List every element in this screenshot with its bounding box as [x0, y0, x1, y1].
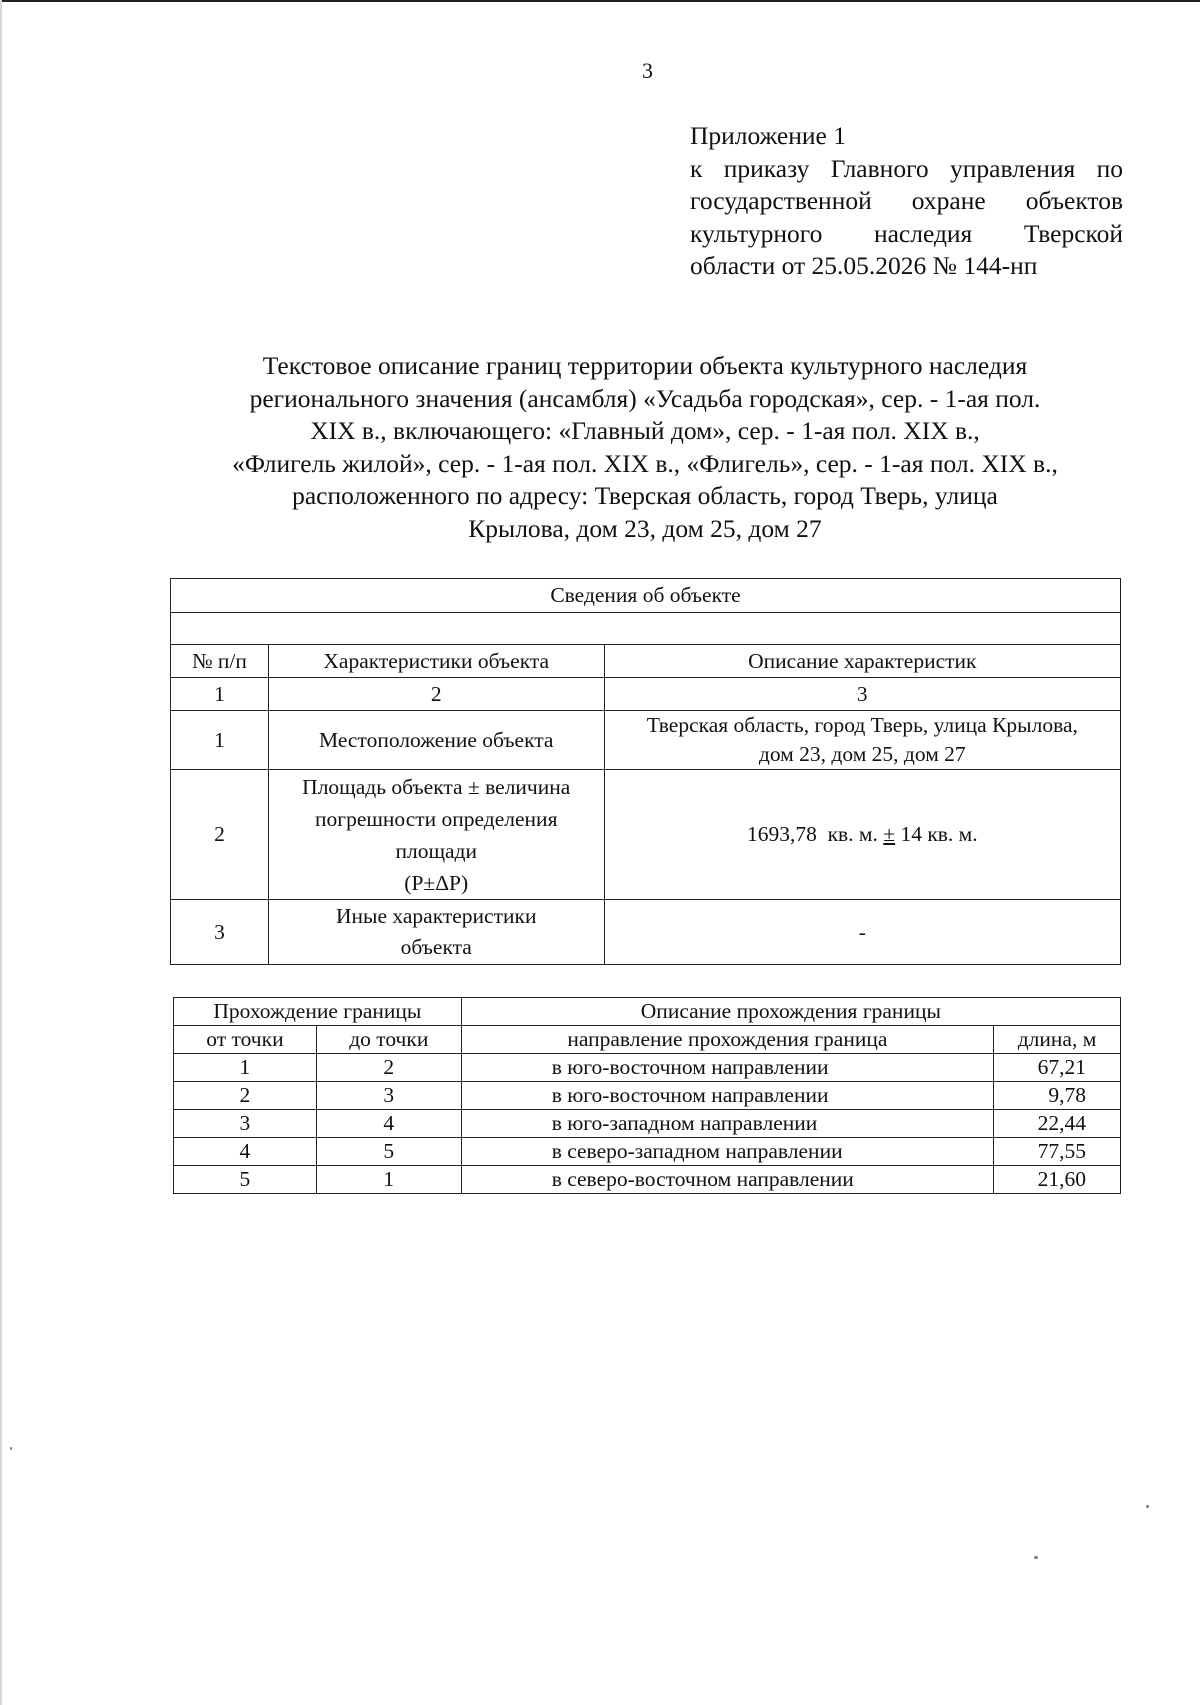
title-line: Текстовое описание границ территории объекта культурного наследия [262, 351, 1028, 380]
row-characteristic [268, 900, 604, 965]
scan-edge-top [0, 0, 1200, 2]
segment-from: 5 [174, 1166, 317, 1194]
characteristic-line: (Р±ΔР) [404, 870, 469, 895]
row-characteristic [268, 770, 604, 900]
row-num: 1 [171, 711, 269, 770]
characteristic-line: Иные характеристики [336, 904, 537, 928]
title-line: XIX в., включающего: «Главный дом», сер. - 1-ая пол. XIX в., [310, 416, 980, 445]
table-row [174, 1082, 1121, 1110]
segment-direction: в юго-восточном направлении [461, 1054, 993, 1082]
segment-direction: в северо-восточном направлении [461, 1166, 993, 1194]
scan-speck [1146, 1505, 1149, 1508]
header-num: № п/п [171, 645, 269, 678]
object-info-caption: Сведения об объекте [171, 579, 1121, 613]
segment-length: 22,44 [994, 1110, 1121, 1138]
segment-direction: в юго-западном направлении [461, 1110, 993, 1138]
title-line: «Флигель жилой», сер. - 1-ая пол. XIX в., «Флигель», сер. - 1-ая пол. XIX в., [232, 448, 1058, 478]
table-row [174, 1166, 1121, 1194]
header-characteristic: Характеристики объекта [268, 645, 604, 678]
row-characteristic: Местоположение объекта [268, 711, 604, 770]
header-description: Описание характеристик [604, 645, 1120, 678]
column-number: 1 [171, 678, 269, 711]
boundary-table [173, 997, 1121, 1194]
segment-to: 3 [316, 1082, 461, 1110]
segment-to: 1 [316, 1166, 461, 1194]
table-row [171, 711, 1121, 770]
header-description: Описание прохождения границы [461, 998, 1120, 1026]
scan-speck [10, 1447, 12, 1450]
appendix-line: государственной охране объектов [690, 186, 1123, 215]
column-number: 2 [268, 678, 604, 711]
scan-speck [1034, 1556, 1038, 1559]
header-from: от точки [174, 1026, 317, 1054]
characteristic-line: объекта [400, 935, 472, 959]
segment-to: 5 [316, 1138, 461, 1166]
title-line: регионального значения (ансамбля) «Усадьба городская», сер. - 1-ая пол. [249, 383, 1041, 413]
appendix-header [690, 120, 1123, 283]
header-length: длина, м [994, 1026, 1121, 1054]
segment-direction: в юго-восточном направлении [461, 1082, 993, 1110]
header-to: до точки [316, 1026, 461, 1054]
characteristic-line: площади [395, 838, 477, 863]
row-description: - [604, 900, 1120, 965]
table-row [174, 1110, 1121, 1138]
segment-to: 4 [316, 1110, 461, 1138]
row-description [604, 770, 1120, 900]
page-number: 3 [642, 58, 653, 83]
segment-from: 3 [174, 1110, 317, 1138]
title-line: Крылова, дом 23, дом 25, дом 27 [468, 513, 822, 543]
table-row [174, 1138, 1121, 1166]
segment-from: 4 [174, 1138, 317, 1166]
segment-from: 1 [174, 1054, 317, 1082]
header-direction: направление прохождения граница [461, 1026, 993, 1054]
appendix-line: области от 25.05.2026 № 144-нп [690, 251, 1038, 280]
area-unit: кв. м. [827, 822, 878, 846]
document-title [170, 350, 1120, 545]
appendix-line: к приказу Главного управления по [690, 153, 1123, 183]
header-passage: Прохождение границы [174, 998, 462, 1026]
description-line: Тверская область, город Тверь, улица Крылова, [646, 713, 1078, 737]
scan-edge-left [0, 0, 2, 1705]
segment-to: 2 [316, 1054, 461, 1082]
area-error: 14 кв. м. [900, 822, 978, 846]
table-row [174, 1054, 1121, 1082]
table-row [171, 900, 1121, 965]
table-row [171, 770, 1121, 900]
segment-length: 67,21 [994, 1054, 1121, 1082]
appendix-line: Приложение 1 [690, 121, 846, 150]
plus-minus: ± [883, 822, 896, 846]
characteristic-line: Площадь объекта ± величина [302, 774, 571, 799]
area-value: 1693,78 [746, 822, 817, 846]
empty-row [171, 613, 1121, 645]
segment-direction: в северо-западном направлении [461, 1138, 993, 1166]
segment-from: 2 [174, 1082, 317, 1110]
segment-length: 9,78 [994, 1082, 1121, 1110]
characteristic-line: погрешности определения [315, 806, 558, 831]
column-number: 3 [604, 678, 1120, 711]
row-num: 2 [171, 770, 269, 900]
segment-length: 77,55 [994, 1138, 1121, 1166]
segment-length: 21,60 [994, 1166, 1121, 1194]
description-line: дом 23, дом 25, дом 27 [758, 742, 966, 766]
row-num: 3 [171, 900, 269, 965]
title-line: расположенного по адресу: Тверская область, город Тверь, улица [292, 481, 998, 510]
row-description [604, 711, 1120, 770]
object-info-table [170, 578, 1121, 965]
appendix-line: культурного наследия Тверской [690, 218, 1123, 248]
